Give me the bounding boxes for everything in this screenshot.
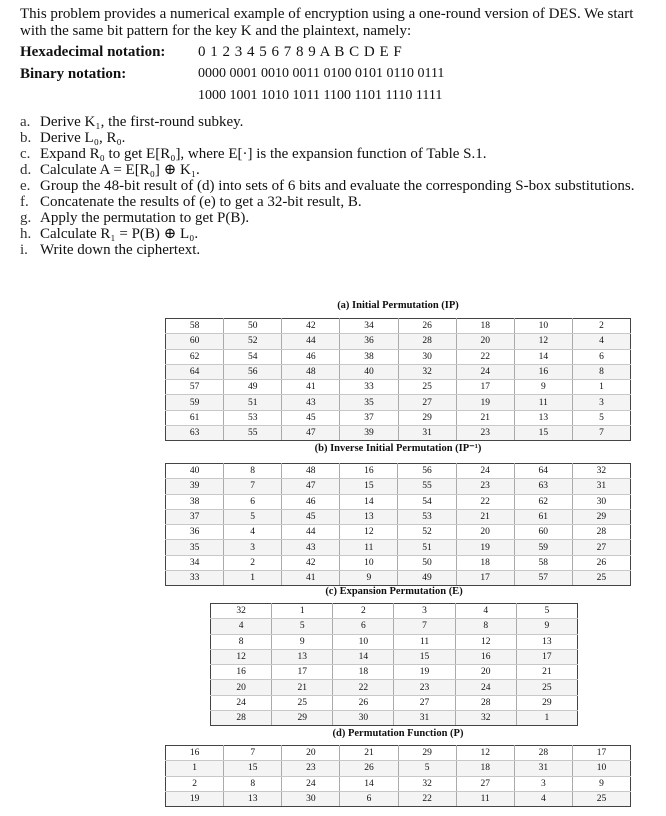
table-cell: 4 [455,604,516,619]
table-cell: 28 [455,695,516,710]
table-caption: (c) Expansion Permutation (E) [325,586,463,597]
table-cell: 29 [398,410,456,425]
table-cell: 27 [394,695,455,710]
table-cell: 3 [394,604,455,619]
table-cell: 11 [456,791,514,806]
table-cell: 4 [224,525,282,540]
hex-label: Hexadecimal notation: [20,44,166,60]
table-row [166,349,631,364]
table-cell: 16 [166,746,224,761]
part-label: b. [20,130,32,146]
part-text: Concatenate the results of (e) to get a 32-bit result, B. [40,194,362,210]
table-cell: 13 [514,410,572,425]
table-cell: 15 [394,649,455,664]
problem-intro: This problem provides a numerical example of encryption using a one-round version of DES. We start with the same bit pattern for the key K and the plaintext, namely: [20,6,634,39]
table-cell: 27 [572,540,630,555]
table-cell: 22 [456,349,514,364]
table-cell: 17 [456,380,514,395]
table-cell: 51 [398,540,456,555]
table-cell: 32 [211,604,272,619]
table-cell: 5 [224,509,282,524]
table-row [166,525,631,540]
table-cell: 10 [514,319,572,334]
table-cell: 52 [398,525,456,540]
table-cell: 15 [340,479,398,494]
table-cell: 41 [282,571,340,586]
table-cell: 14 [340,494,398,509]
table-cell: 31 [394,711,455,726]
table-row [166,571,631,586]
table-cell: 41 [282,380,340,395]
table-cell: 39 [340,426,398,441]
table-row [166,540,631,555]
table-cell: 27 [398,395,456,410]
table-cell: 19 [456,395,514,410]
table-cell: 49 [398,571,456,586]
table-cell: 14 [333,649,394,664]
table-cell: 1 [516,711,577,726]
table-cell: 10 [340,555,398,570]
table-cell: 8 [572,364,630,379]
table-cell: 7 [394,619,455,634]
table-cell: 2 [572,319,630,334]
table-cell: 3 [224,540,282,555]
table-cell: 15 [514,426,572,441]
table-row [166,494,631,509]
part-text: Group the 48-bit result of (d) into sets of 6 bits and evaluate the corresponding S-box substitutions. [40,178,635,194]
problem-part [20,178,650,194]
table-cell: 57 [166,380,224,395]
table-cell: 40 [340,364,398,379]
table-cell: 11 [394,634,455,649]
table-cell: 2 [166,776,224,791]
table-cell: 44 [282,334,340,349]
table-cell: 12 [514,334,572,349]
table-cell: 36 [340,334,398,349]
table-cell: 6 [333,619,394,634]
table-cell: 36 [166,525,224,540]
table-cell: 16 [211,665,272,680]
table-cell: 17 [456,571,514,586]
table-cell: 28 [398,334,456,349]
table-cell: 20 [456,525,514,540]
part-text: Calculate R₁ = P(B) ⊕ L₀. [40,226,199,242]
table-cell: 46 [282,494,340,509]
table-cell: 63 [514,479,572,494]
problem-part [20,114,650,130]
table-cell: 45 [282,509,340,524]
table-cell: 52 [224,334,282,349]
table-cell: 35 [166,540,224,555]
table-cell: 49 [224,380,282,395]
part-label: h. [20,226,32,242]
table-cell: 26 [333,695,394,710]
table-row [166,426,631,441]
table-cell: 62 [514,494,572,509]
part-text: Apply the permutation to get P(B). [40,210,250,226]
table-cell: 24 [455,680,516,695]
table-cell: 4 [572,334,630,349]
part-label: a. [20,114,31,130]
table-cell: 29 [516,695,577,710]
table-cell: 27 [456,776,514,791]
table-cell: 26 [572,555,630,570]
table-cell: 14 [340,776,398,791]
problem-part [20,242,650,258]
table-cell: 30 [398,349,456,364]
table-row [166,380,631,395]
table-cell: 42 [282,555,340,570]
table-caption: (b) Inverse Initial Permutation (IP⁻¹) [314,443,482,454]
table-cell: 12 [340,525,398,540]
table-row [166,761,631,776]
table-cell: 21 [516,665,577,680]
table-cell: 20 [211,680,272,695]
table-cell: 18 [456,319,514,334]
table-cell: 54 [224,349,282,364]
table-cell: 23 [456,479,514,494]
table-cell: 6 [340,791,398,806]
table-cell: 47 [282,479,340,494]
table-cell: 32 [455,711,516,726]
table-cell: 13 [224,791,282,806]
table-cell: 32 [398,776,456,791]
table-cell: 11 [340,540,398,555]
table-row [166,479,631,494]
table-row [211,604,578,619]
table-caption: (d) Permutation Function (P) [332,728,464,739]
table-cell: 12 [211,649,272,664]
table-cell: 64 [166,364,224,379]
table-cell: 32 [572,464,630,479]
table-cell: 48 [282,464,340,479]
table-cell: 30 [333,711,394,726]
table-cell: 7 [224,746,282,761]
table-cell: 13 [516,634,577,649]
table-cell: 9 [340,571,398,586]
table-row [166,334,631,349]
binary-value-line-1: 0000 0001 0010 0011 0100 0101 0110 0111 [198,66,445,81]
table-cell: 61 [514,509,572,524]
table-cell: 29 [572,509,630,524]
table-cell: 54 [398,494,456,509]
table-cell: 13 [272,649,333,664]
table-cell: 28 [514,746,572,761]
table-row [211,649,578,664]
problem-part [20,226,650,242]
table-cell: 8 [455,619,516,634]
table-cell: 59 [514,540,572,555]
table-cell: 22 [333,680,394,695]
part-text: Write down the ciphertext. [40,242,201,258]
table-cell: 20 [455,665,516,680]
table-row [211,634,578,649]
table-cell: 5 [572,410,630,425]
table-cell: 8 [224,464,282,479]
table-cell: 61 [166,410,224,425]
table-cell: 50 [398,555,456,570]
table-cell: 20 [456,334,514,349]
table-cell: 37 [166,509,224,524]
table-cell: 19 [456,540,514,555]
problem-part [20,210,650,226]
table-cell: 48 [282,364,340,379]
table-cell: 31 [572,479,630,494]
table-cell: 31 [514,761,572,776]
table-cell: 25 [272,695,333,710]
table-cell: 4 [514,791,572,806]
table-cell: 6 [224,494,282,509]
table-cell: 33 [340,380,398,395]
table-cell: 19 [166,791,224,806]
table-cell: 39 [166,479,224,494]
table-cell: 16 [455,649,516,664]
table-cell: 43 [282,540,340,555]
table-row [166,791,631,806]
binary-value-line-2: 1000 1001 1010 1011 1100 1101 1110 1111 [198,88,443,103]
table-cell: 12 [455,634,516,649]
table-cell: 7 [224,479,282,494]
table-cell: 29 [398,746,456,761]
table-row [211,619,578,634]
table-cell: 44 [282,525,340,540]
table-row [166,555,631,570]
table-row [211,711,578,726]
table-cell: 24 [456,464,514,479]
table-cell: 3 [514,776,572,791]
table-cell: 60 [166,334,224,349]
table-cell: 30 [572,494,630,509]
part-label: f. [20,194,29,210]
table-cell: 38 [340,349,398,364]
table-cell: 21 [340,746,398,761]
table-cell: 26 [340,761,398,776]
table-row [166,364,631,379]
table-cell: 35 [340,395,398,410]
table-row [166,319,631,334]
table-cell: 28 [572,525,630,540]
table-cell: 23 [394,680,455,695]
table-row [211,695,578,710]
table-cell: 45 [282,410,340,425]
binary-label: Binary notation: [20,66,127,82]
table-cell: 24 [282,776,340,791]
table-cell: 46 [282,349,340,364]
table-cell: 16 [514,364,572,379]
table-cell: 21 [272,680,333,695]
part-label: g. [20,210,32,226]
table-cell: 1 [224,571,282,586]
table-cell: 21 [456,509,514,524]
table-cell: 9 [272,634,333,649]
table-cell: 18 [456,555,514,570]
table-cell: 40 [166,464,224,479]
table-row [211,665,578,680]
table-cell: 58 [166,319,224,334]
table-cell: 57 [514,571,572,586]
table-cell: 18 [333,665,394,680]
table-cell: 10 [572,761,630,776]
part-text: Expand R₀ to get E[R₀], where E[·] is the expansion function of Table S.1. [40,146,487,162]
table-cell: 42 [282,319,340,334]
table-cell: 34 [340,319,398,334]
table-cell: 53 [398,509,456,524]
table-cell: 14 [514,349,572,364]
table-cell: 9 [516,619,577,634]
table-cell: 63 [166,426,224,441]
table-cell: 58 [514,555,572,570]
table-cell: 16 [340,464,398,479]
table-cell: 26 [398,319,456,334]
table-caption: (a) Initial Permutation (IP) [337,300,459,311]
table-cell: 31 [398,426,456,441]
table-cell: 2 [224,555,282,570]
table-cell: 5 [398,761,456,776]
table-cell: 17 [572,746,630,761]
table-cell: 60 [514,525,572,540]
table-cell: 23 [456,426,514,441]
table-cell: 22 [398,791,456,806]
table-cell: 47 [282,426,340,441]
part-label: d. [20,162,32,178]
table-row [166,746,631,761]
table-row [166,776,631,791]
table-cell: 12 [456,746,514,761]
table-row [211,680,578,695]
table-cell: 43 [282,395,340,410]
table-cell: 51 [224,395,282,410]
table-cell: 10 [333,634,394,649]
table-cell: 55 [398,479,456,494]
table-cell: 59 [166,395,224,410]
table-cell: 2 [333,604,394,619]
table-cell: 53 [224,410,282,425]
table-cell: 29 [272,711,333,726]
table-cell: 1 [166,761,224,776]
table-cell: 18 [456,761,514,776]
table-cell: 33 [166,571,224,586]
problem-part [20,162,650,178]
table-cell: 28 [211,711,272,726]
table-cell: 19 [394,665,455,680]
table-cell: 1 [272,604,333,619]
table-cell: 17 [272,665,333,680]
table-cell: 25 [572,571,630,586]
table-cell: 5 [516,604,577,619]
table-cell: 37 [340,410,398,425]
part-text: Calculate A = E[R₀] ⊕ K₁. [40,162,200,178]
problem-parts-list [20,114,650,258]
table-cell: 32 [398,364,456,379]
table-cell: 8 [211,634,272,649]
table-row [166,464,631,479]
table-cell: 9 [572,776,630,791]
part-label: e. [20,178,31,194]
table-cell: 56 [224,364,282,379]
table-cell: 3 [572,395,630,410]
table-cell: 11 [514,395,572,410]
table-cell: 13 [340,509,398,524]
part-text: Derive L₀, R₀. [40,130,126,146]
table-cell: 20 [282,746,340,761]
table-cell: 56 [398,464,456,479]
table-cell: 34 [166,555,224,570]
part-label: i. [20,242,28,258]
table-row [166,395,631,410]
table-cell: 23 [282,761,340,776]
table-cell: 62 [166,349,224,364]
table-cell: 9 [514,380,572,395]
table-cell: 21 [456,410,514,425]
table-cell: 15 [224,761,282,776]
table-cell: 8 [224,776,282,791]
table-cell: 50 [224,319,282,334]
table-cell: 24 [456,364,514,379]
problem-part [20,194,650,210]
table-row [166,410,631,425]
table-cell: 55 [224,426,282,441]
part-label: c. [20,146,31,162]
table-cell: 6 [572,349,630,364]
table-cell: 24 [211,695,272,710]
table-cell: 1 [572,380,630,395]
table-cell: 7 [572,426,630,441]
problem-part [20,130,650,146]
table-cell: 38 [166,494,224,509]
table-cell: 4 [211,619,272,634]
table-cell: 30 [282,791,340,806]
table-cell: 17 [516,649,577,664]
table-row [166,509,631,524]
table-cell: 25 [572,791,630,806]
table-cell: 22 [456,494,514,509]
table-cell: 64 [514,464,572,479]
table-cell: 25 [398,380,456,395]
part-text: Derive K₁, the first-round subkey. [40,114,244,130]
problem-part [20,146,650,162]
table-cell: 5 [272,619,333,634]
hex-value: 0 1 2 3 4 5 6 7 8 9 A B C D E F [198,44,403,60]
table-cell: 25 [516,680,577,695]
